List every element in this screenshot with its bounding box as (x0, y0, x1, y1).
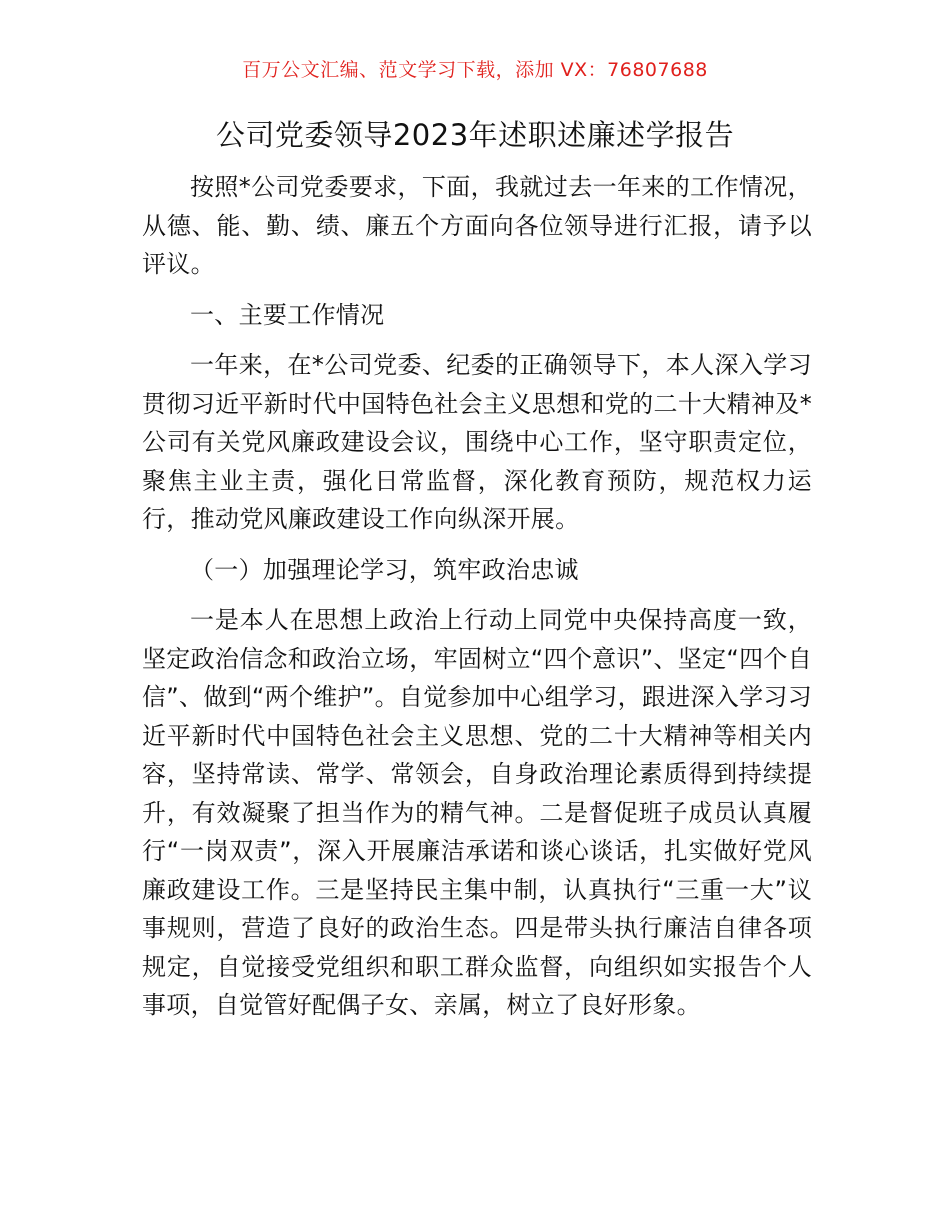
intro-paragraph: 按照*公司党委要求，下面，我就过去一年来的工作情况，从德、能、勤、绩、廉五个方面向各位领导进行汇报，请予以评议。 (142, 173, 812, 278)
document-title: 公司党委领导2023年述职述廉述学报告 (215, 118, 735, 152)
header-promo-line: 百万公文汇编、范文学习下载，添加 VX：76807688 (242, 59, 708, 81)
section-heading-main-work: 一、主要工作情况 (190, 300, 385, 329)
detail-paragraph: 一是本人在思想上政治上行动上同党中央保持高度一致，坚定政治信念和政治立场，牢固树立“四个意识”、坚定“四个自信”、做到“两个维护”。自觉参加中心组学习，跟进深入学习习近平新时代中国特色社会主义思想、党的二十大精神等相关内容，坚持常读、常学、常领会，自身政治理论素质得到持续提升，有效凝聚了担当作为的精气神。二是督促班子成员认真履行“一岗双责”，深入开展廉洁承诺和谈心谈话，扎实做好党风廉政建设工作。三是坚持民主集中制，认真执行“三重一大”议事规则，营造了良好的政治生态。四是带头执行廉洁自律各项规定，自觉接受党组织和职工群众监督，向组织如实报告个人事项，自觉管好配偶子女、亲属，树立了良好形象。 (142, 606, 812, 1019)
overview-paragraph: 一年来，在*公司党委、纪委的正确领导下，本人深入学习贯彻习近平新时代中国特色社会主义思想和党的二十大精神及*公司有关党风廉政建设会议，围绕中心工作，坚守职责定位，聚焦主业主责，强化日常监督，深化教育预防，规范权力运行，推动党风廉政建设工作向纵深开展。 (142, 351, 812, 533)
document-body (142, 168, 812, 1025)
subsection-heading-theory-study: （一）加强理论学习，筑牢政治忠诚 (190, 555, 579, 584)
